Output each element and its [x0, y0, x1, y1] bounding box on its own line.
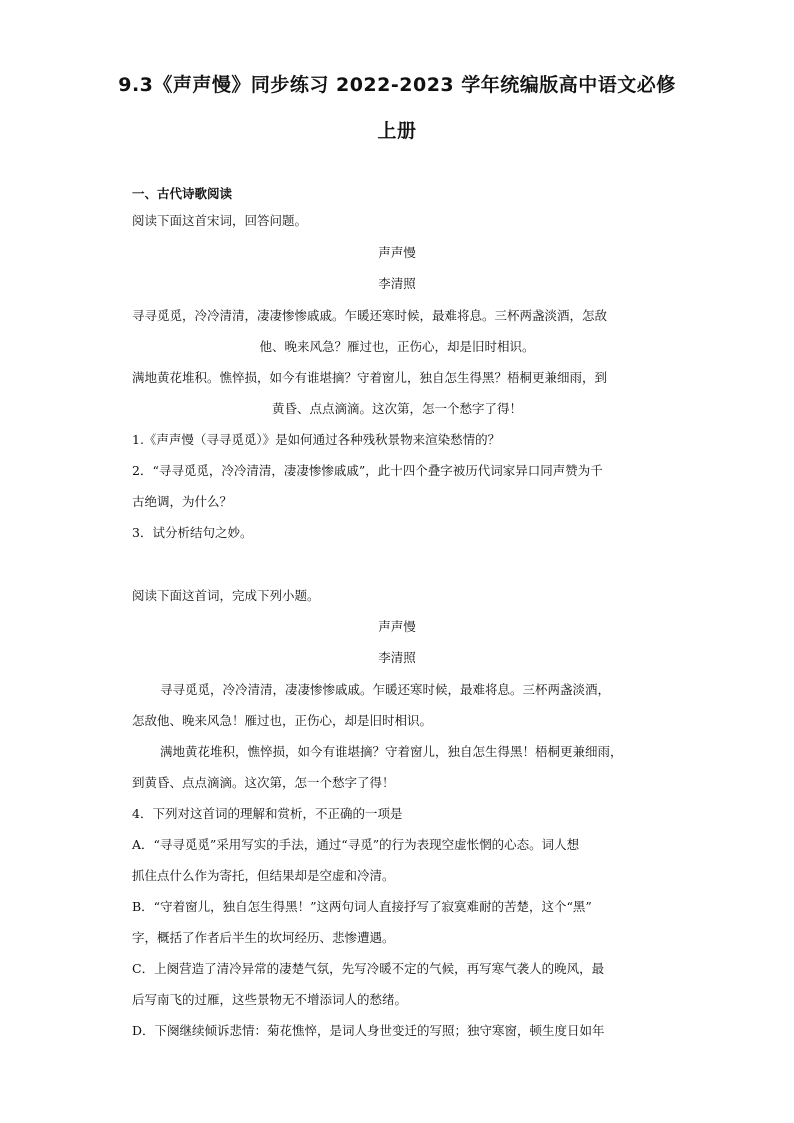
- question-3: 3．试分析结句之妙。: [132, 525, 253, 540]
- section-heading: 一、古代诗歌阅读: [132, 186, 233, 201]
- part2-poem-line: 寻寻觅觅，冷冷清清，凄凄惨惨戚戚。乍暖还寒时候，最难将息。三杯两盏淡酒，: [160, 682, 611, 697]
- question-1: 1.《声声慢（寻寻觅觅）》是如何通过各种残秋景物来渲染愁情的？: [132, 432, 501, 447]
- document-title-line-1: 9.3《声声慢》同步练习 2022-2023 学年统编版高中语文必修: [118, 74, 676, 96]
- option-d: D．下阕继续倾诉悲情：菊花憔悴，是词人身世变迁的写照；独守寒窗，顿生度日如年: [132, 1023, 605, 1038]
- part2-poem-author: 李清照: [378, 650, 416, 665]
- option-b: B．“守着窗儿，独自怎生得黑！”这两句词人直接抒写了寂寞难耐的苦楚，这个“黑”: [132, 899, 592, 914]
- part2-poem-line: 到黄昏、点点滴滴。这次第，怎一个愁字了得！: [132, 775, 395, 790]
- part2-instructions: 阅读下面这首词，完成下列小题。: [132, 588, 320, 603]
- question-2: 2．“寻寻觅觅，冷冷清清，凄凄惨惨戚戚”，此十四个叠字被历代词家异口同声赞为千: [132, 463, 603, 478]
- question-2-continued: 古绝调，为什么？: [132, 494, 233, 509]
- part2-poem-title: 声声慢: [378, 619, 416, 634]
- part1-poem-line: 寻寻觅觅，冷冷清清，凄凄惨惨戚戚。乍暖还寒时候，最难将息。三杯两盏淡酒，怎敌: [132, 308, 608, 323]
- option-c-continued: 后写南飞的过雁，这些景物无不增添词人的愁绪。: [132, 992, 408, 1007]
- part1-poem-title: 声声慢: [378, 245, 416, 260]
- part1-poem-author: 李清照: [378, 276, 416, 291]
- option-a-continued: 抓住点什么作为寄托，但结果却是空虚和冷清。: [132, 868, 395, 883]
- part1-instructions: 阅读下面这首宋词，回答问题。: [132, 213, 308, 228]
- part2-poem-line: 满地黄花堆积，憔悴损，如今有谁堪摘？守着窗儿，独自怎生得黑！梧桐更兼细雨，: [160, 744, 623, 759]
- option-b-continued: 字，概括了作者后半生的坎坷经历、悲惨遭遇。: [132, 930, 395, 945]
- part1-poem-line: 他、晚来风急？雁过也，正伤心，却是旧时相识。: [259, 339, 535, 354]
- option-a: A．“寻寻觅觅”采用写实的手法，通过“寻觅”的行为表现空虚怅惘的心态。词人想: [132, 837, 580, 852]
- part2-poem-line: 怎敌他、晚来风急！雁过也，正伤心，却是旧时相识。: [132, 713, 433, 728]
- question-4: 4．下列对这首词的理解和赏析，不正确的一项是: [132, 806, 403, 821]
- part1-poem-line: 黄昏、点点滴滴。这次第，怎一个愁字了得！: [271, 401, 522, 416]
- document-title-line-2: 上册: [377, 120, 417, 142]
- option-c: C．上阕营造了清冷异常的凄楚气氛，先写冷暖不定的气候，再写寒气袭人的晚风，最: [132, 961, 605, 976]
- part1-poem-line: 满地黄花堆积。憔悴损，如今有谁堪摘？守着窗儿，独自怎生得黑？梧桐更兼细雨，到: [132, 370, 608, 385]
